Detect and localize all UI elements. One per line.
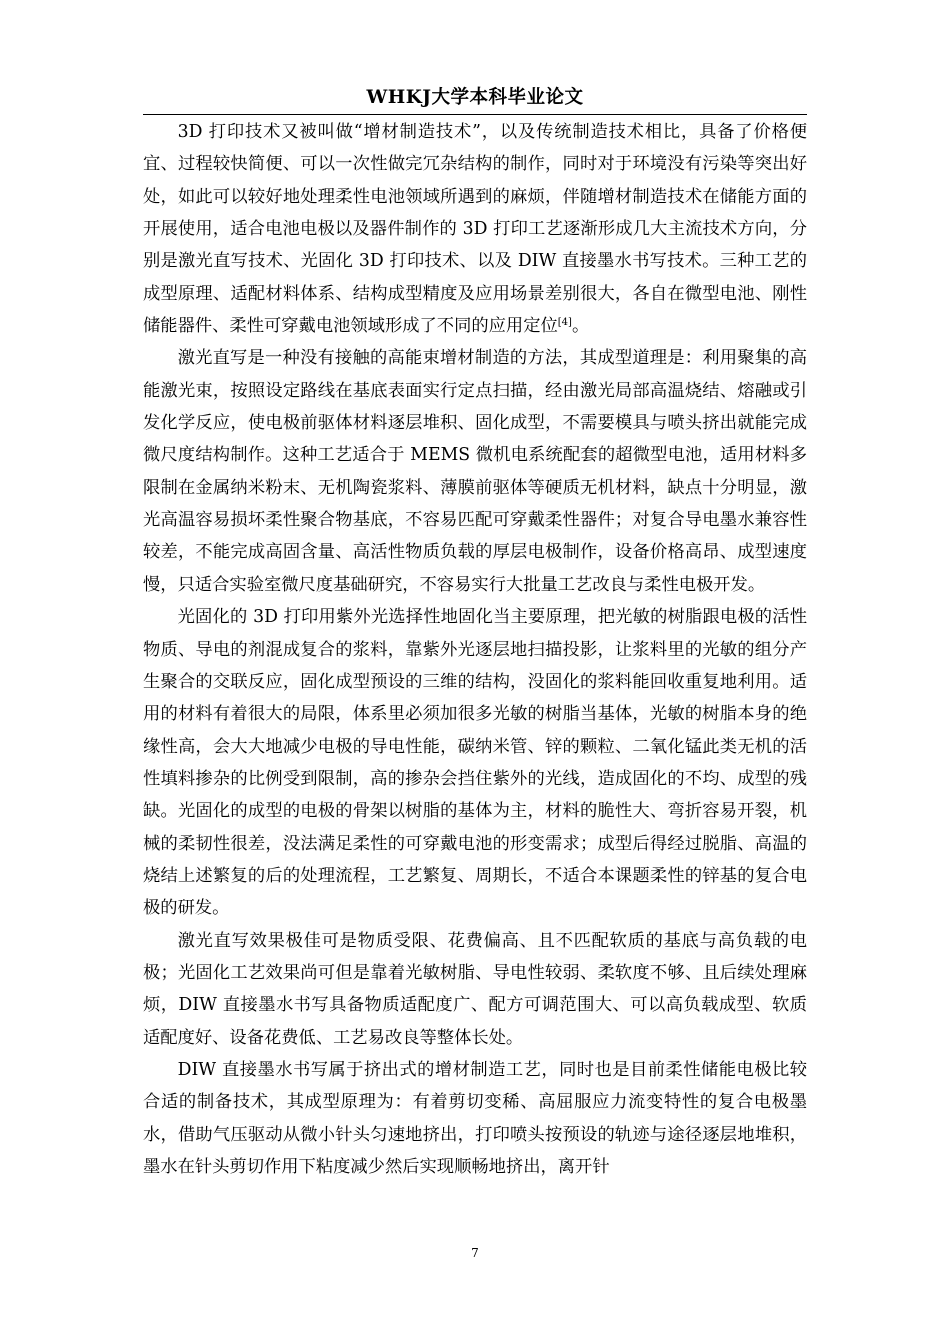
citation-reference: [4] xyxy=(557,317,572,329)
paragraph-3d-printing-overview xyxy=(143,116,807,342)
paragraph-diw-principle: DIW 直接墨水书写属于挤出式的增材制造工艺，同时也是目前柔性储能电极比较合适的制备技术，其成型原理为：有着剪切变稀、高屈服应力流变特性的复合电极墨水，借助气压驱动从微小针头匀速地挤出，打印喷头按预设的轨迹与途径逐层地堆积，墨水在针头剪切作用下粘度减少然后实现顺畅地挤出，离开针 xyxy=(143,1059,807,1177)
document-body xyxy=(143,116,807,1183)
header-divider xyxy=(143,114,807,115)
paragraph-text: 3D 打印技术又被叫做“增材制造技术”，以及传统制造技术相比，具备了价格便宜、过程较快简便、可以一次性做完冗杂结构的制作，同时对于环境没有污染等突出好处，如此可以较好地处理柔性电池领域所遇到的麻烦，伴随增材制造技术在储能方面的开展使用，适合电池电极以及器件制作的 3D 打印工艺逐渐形成几大主流技术方向，分别是激光直写技术、光固化 3D 打印技术、以及 DIW 直接墨水书写技术。三种工艺的成型原理、适配材料体系、结构成型精度及应用场景差别很大，各自在微型电池、刚性储能器件、柔性可穿戴电池领域形成了不同的应用定位 xyxy=(143,122,807,337)
page-header-title: WHKJ大学本科毕业论文 xyxy=(366,87,584,108)
paragraph-comparison: 激光直写效果极佳可是物质受限、花费偏高、且不匹配软质的基底与高负载的电极；光固化工艺效果尚可但是靠着光敏树脂、导电性较弱、柔软度不够、且后续处理麻烦，DIW 直接墨水书写具备物质适配度广、配方可调范围大、可以高负载成型、软质适配度好、设备花费低、工艺易改良等整体长处。 xyxy=(143,930,807,1048)
page-number: 7 xyxy=(471,1246,479,1260)
paragraph-laser-direct-writing: 激光直写是一种没有接触的高能束增材制造的方法，其成型道理是：利用聚集的高能激光束，按照设定路线在基底表面实行定点扫描，经由激光局部高温烧结、熔融或引发化学反应，使电极前驱体材料逐层堆积、固化成型，不需要模具与喷头挤出就能完成微尺度结构制作。这种工艺适合于 MEMS 微机电系统配套的超微型电池，适用材料多限制在金属纳米粉末、无机陶瓷浆料、薄膜前驱体等硬质无机材料，缺点十分明显，激光高温容易损坏柔性聚合物基底，不容易匹配可穿戴柔性器件；对复合导电墨水兼容性较差，不能完成高固含量、高活性物质负载的厚层电极制作，设备价格高昂、成型速度慢，只适合实验室微尺度基础研究，不容易实行大批量工艺改良与柔性电极开发。 xyxy=(143,348,807,595)
paragraph-end-punctuation: 。 xyxy=(571,316,590,337)
paragraph-photocuring: 光固化的 3D 打印用紫外光选择性地固化当主要原理，把光敏的树脂跟电极的活性物质、导电的剂混成复合的浆料，靠紫外光逐层地扫描投影，让浆料里的光敏的组分产生聚合的交联反应，固化成型预设的三维的结构，没固化的浆料能回收重复地利用。适用的材料有着很大的局限，体系里必须加很多光敏的树脂当基体，光敏的树脂本身的绝缘性高，会大大地减少电极的导电性能，碳纳米管、锌的颗粒、二氧化锰此类无机的活性填料掺杂的比例受到限制，高的掺杂会挡住紫外的光线，造成固化的不均、成型的残缺。光固化的成型的电极的骨架以树脂的基体为主，材料的脆性大、弯折容易开裂，机械的柔韧性很差，没法满足柔性的可穿戴电池的形变需求；成型后得经过脱脂、高温的烧结上述繁复的后的处理流程，工艺繁复、周期长，不适合本课题柔性的锌基的复合电极的研发。 xyxy=(143,607,807,919)
